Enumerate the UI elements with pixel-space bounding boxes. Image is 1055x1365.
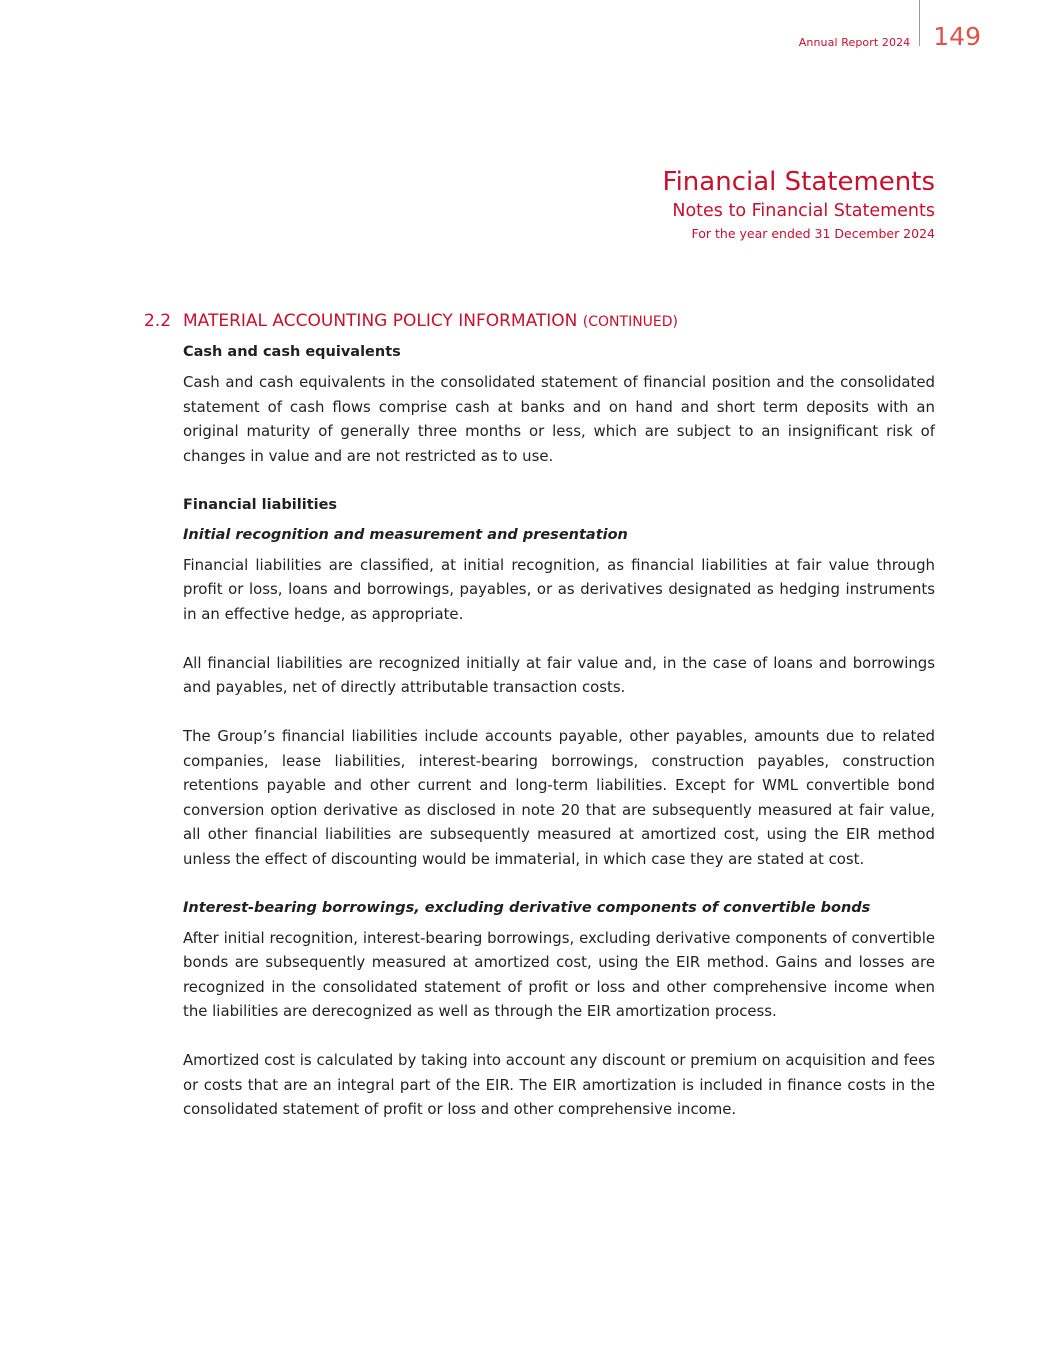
initial-recognition-heading: Initial recognition and measurement and presentation xyxy=(183,526,628,543)
initial-recognition-paragraph-3: The Group’s financial liabilities include accounts payable, other payables, amounts due to related companies, lease liabilities, interest-bearing borrowings, construction payables, construction retentions payable and other current and long-term liabilities. Except for WML convertible bond conversion option derivative as disclosed in note 20 that are subsequently measured at fair value, all other financial liabilities are subsequently measured at amortized cost, using the EIR method unless the effect of discounting would be immaterial, in which case they are stated at cost. xyxy=(183,727,935,868)
financial-liabilities-heading: Financial liabilities xyxy=(183,496,338,513)
page-title: Financial Statements xyxy=(662,167,935,197)
initial-recognition-paragraph-2: All financial liabilities are recognized initially at fair value and, in the case of loans and borrowings and payables, net of directly attributable transaction costs. xyxy=(183,653,935,696)
running-header xyxy=(799,0,981,52)
page-number: 149 xyxy=(933,22,981,51)
header-divider xyxy=(919,0,920,46)
reporting-period: For the year ended 31 December 2024 xyxy=(691,226,935,241)
section-title: MATERIAL ACCOUNTING POLICY INFORMATION xyxy=(183,311,578,331)
content-body xyxy=(183,340,935,1122)
initial-recognition-paragraph-1: Financial liabilities are classified, at initial recognition, as financial liabilities at fair value through profit or loss, loans and borrowings, payables, or as derivatives designated as hedging instruments in an effective hedge, as appropriate. xyxy=(183,555,935,623)
section-heading xyxy=(144,310,678,333)
section-number: 2.2 xyxy=(144,311,172,331)
cash-paragraph: Cash and cash equivalents in the consolidated statement of financial position and the consolidated statement of cash flows comprise cash at banks and on hand and short term deposits with an original maturity of generally three months or less, which are subject to an insignificant risk of changes in value and are not restricted as to use. xyxy=(183,373,935,465)
interest-bearing-paragraph-1: After initial recognition, interest-bearing borrowings, excluding derivative components of convertible bonds are subsequently measured at amortized cost, using the EIR method. Gains and losses are recognized in the consolidated statement of profit or loss and other comprehensive income when the liabilities are derecognized as well as through the EIR amortization process. xyxy=(183,928,935,1020)
interest-bearing-heading: Interest-bearing borrowings, excluding derivative components of convertible bonds xyxy=(183,899,871,916)
interest-bearing-paragraph-2: Amortized cost is calculated by taking into account any discount or premium on acquisition and fees or costs that are an integral part of the EIR. The EIR amortization is included in finance costs in the consolidated statement of profit or loss and other comprehensive income. xyxy=(183,1051,935,1118)
title-block xyxy=(663,166,935,243)
page-subtitle: Notes to Financial Statements xyxy=(672,201,935,221)
section-continued: (CONTINUED) xyxy=(582,314,679,330)
report-label: Annual Report 2024 xyxy=(798,36,911,49)
cash-heading: Cash and cash equivalents xyxy=(183,344,401,360)
